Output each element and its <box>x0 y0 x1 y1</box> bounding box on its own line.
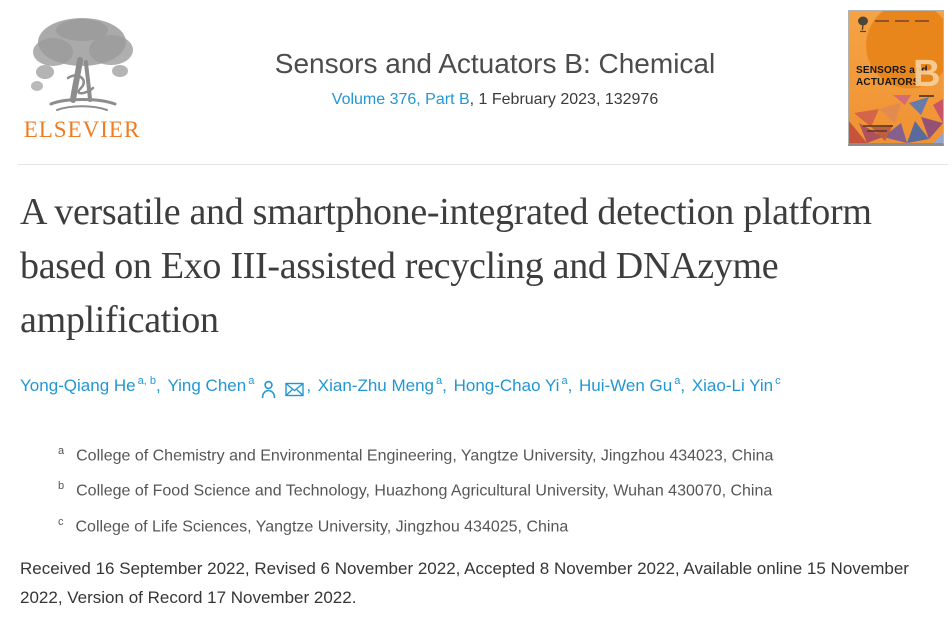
journal-title-link[interactable]: Sensors and Actuators B: Chemical <box>274 48 716 79</box>
author <box>579 376 692 395</box>
author-link[interactable]: Hong-Chao Yi <box>453 375 560 395</box>
journal-cover-thumbnail[interactable] <box>848 10 944 146</box>
author-separator: , <box>306 375 316 395</box>
author-link[interactable]: Hui-Wen Gu <box>579 375 673 395</box>
author-separator: , <box>567 375 578 395</box>
cover-letter-b: B <box>913 53 941 95</box>
author-link[interactable]: Xiao-Li Yin <box>691 375 774 395</box>
elsevier-tree-icon <box>23 16 141 116</box>
author-list <box>20 375 940 399</box>
affiliation-sup: a <box>58 445 65 457</box>
affiliation-sup: b <box>58 480 65 493</box>
dates-line: Received 16 September 2022, Revised 6 November 2022, Accepted 8 November 2022, Available online 15 November 2022, Version of Record 17 November 2022. <box>20 559 909 607</box>
author <box>454 376 579 395</box>
article-title: A versatile and smartphone-integrated detection platform based on Exo III-assisted recycling and DNAzyme amplification <box>20 191 872 341</box>
author-link[interactable]: Xian-Zhu Meng <box>317 375 435 395</box>
author <box>167 376 317 395</box>
cover-top-text <box>875 20 929 22</box>
author <box>318 376 454 395</box>
cover-mosaic-art <box>849 95 943 143</box>
affiliation-list <box>58 436 918 542</box>
author-sup: a <box>674 375 681 387</box>
elsevier-logo[interactable] <box>20 16 144 143</box>
cover-title-line2: ACTUATORS <box>856 77 920 88</box>
author-sup: c <box>775 375 781 387</box>
journal-meta <box>142 48 848 109</box>
affiliation-text: College of Life Sciences, Yangtze University, Jingzhou 434025, China <box>75 517 569 535</box>
author-sup: a <box>436 375 443 387</box>
author-sup: a <box>561 375 568 387</box>
volume-issue-line <box>142 91 848 109</box>
author-separator: , <box>442 375 452 395</box>
author-sup: a, b <box>137 375 156 387</box>
affiliation-row <box>58 471 918 506</box>
elsevier-wordmark: ELSEVIER <box>23 117 141 142</box>
author-link[interactable]: Yong-Qiang He <box>20 375 136 395</box>
author-separator: , <box>680 375 690 395</box>
volume-link[interactable]: Volume 376, Part B <box>331 91 470 108</box>
person-icon[interactable] <box>261 379 276 399</box>
affiliation-text: College of Chemistry and Environmental Engineering, Yangtze University, Jingzhou 434023, China <box>76 447 774 465</box>
envelope-icon[interactable] <box>285 379 304 399</box>
author-sup: a <box>248 375 255 387</box>
affiliation-sup: c <box>58 515 64 528</box>
affiliation-text: College of Food Science and Technology, Huazhong Agricultural University, Wuhan 430070, China <box>76 482 773 500</box>
issue-info: , 1 February 2023, 132976 <box>469 91 659 108</box>
affiliation-row <box>58 436 918 471</box>
author-separator: , <box>155 375 166 395</box>
cover-tree-icon <box>857 16 869 33</box>
author <box>20 376 167 395</box>
author <box>692 376 781 395</box>
author-link[interactable]: Ying Chen <box>167 375 247 395</box>
cover-bottom-text <box>863 125 893 132</box>
cover-title-line1: SENSORS and <box>856 65 928 76</box>
header-divider <box>18 164 948 165</box>
affiliation-row <box>58 507 918 542</box>
